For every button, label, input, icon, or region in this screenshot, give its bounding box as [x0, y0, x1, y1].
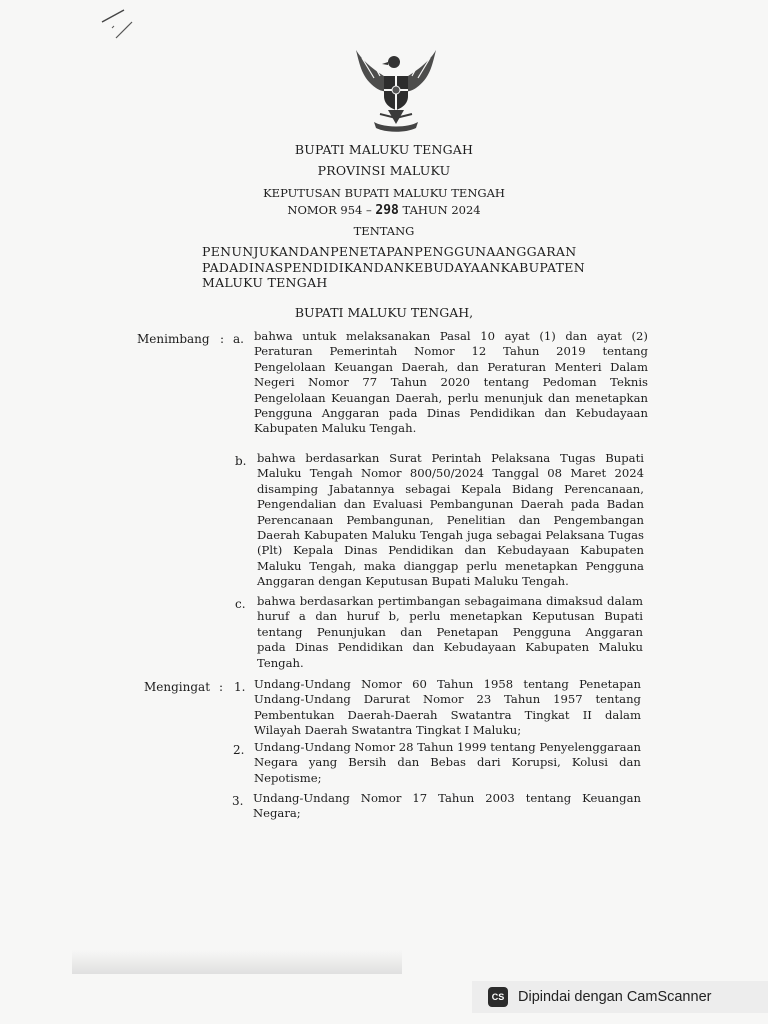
para-line: Pembentukan Daerah-Daerah Swatantra Tingkat II dalam — [254, 707, 641, 722]
decree-title: KEPUTUSAN BUPATI MALUKU TENGAH — [263, 186, 505, 200]
scan-shadow — [72, 950, 402, 974]
decree-number — [0, 203, 768, 218]
decree-subject — [202, 244, 592, 291]
pen-mark — [100, 8, 140, 44]
mengingat-marker-1: 1. — [234, 680, 246, 694]
mengingat-item-2 — [254, 740, 641, 786]
menimbang-marker-c: c. — [235, 597, 246, 611]
para-line: Undang-Undang Nomor 17 Tahun 2003 tentang Keuangan — [253, 791, 641, 805]
number-suffix: TAHUN 2024 — [402, 203, 481, 217]
authority-title: BUPATI MALUKU TENGAH — [294, 142, 474, 157]
menimbang-item-a — [254, 329, 648, 437]
para-line: Negara; — [253, 806, 301, 821]
para-line: Undang-Undang Nomor 28 Tahun 1999 tentang Penyelenggaraan — [254, 740, 641, 754]
mengingat-item-3 — [253, 791, 641, 822]
para-line: Undang-Undang Nomor 60 Tahun 1958 tentang Penetapan — [254, 677, 641, 691]
para-line: Pengelolaan Keuangan Daerah, dan Peraturan Menteri Dalam — [254, 359, 648, 374]
menimbang-item-b — [257, 451, 644, 590]
para-line: pada Dinas Pendidikan dan Kebudayaan Kabupaten Maluku — [257, 640, 643, 655]
para-line: Negara yang Bersih dan Bebas dari Korupsi, Kolusi dan — [254, 755, 641, 770]
para-line: bahwa berdasarkan Surat Perintah Pelaksana Tugas Bupati — [257, 451, 644, 465]
para-line: Kabupaten Maluku Tengah. — [254, 421, 417, 436]
para-line: Wilayah Daerah Swatantra Tingkat I Maluku; — [254, 723, 522, 738]
menimbang-label: Menimbang — [137, 332, 210, 346]
para-line: Nepotisme; — [254, 770, 322, 785]
para-line: huruf a dan huruf b, perlu menetapkan Keputusan Bupati — [257, 609, 643, 624]
para-line: Perencanaan Pembangunan, Penelitian dan Pengembangan — [257, 512, 644, 527]
para-line: Tengah. — [257, 655, 304, 670]
para-line: Anggaran dengan Keputusan Bupati Maluku Tengah. — [257, 574, 569, 589]
para-line: Daerah Kabupaten Maluku Tengah juga sebagai Pelaksana Tugas — [257, 528, 644, 543]
menimbang-marker-a: a. — [233, 332, 244, 346]
para-line: tentang Penunjukan dan Penetapan Pengguna Anggaran — [257, 624, 643, 639]
province-title: PROVINSI MALUKU — [317, 163, 451, 178]
mengingat-marker-2: 2. — [233, 743, 245, 757]
para-line: Pengguna Anggaran pada Dinas Pendidikan dan Kebudayaan — [254, 406, 648, 421]
camscanner-logo-icon: CS — [488, 987, 508, 1007]
para-line: (Plt) Kepala Dinas Pendidikan dan Kebudayaan Kabupaten — [257, 543, 644, 558]
subject-line: MALUKU TENGAH — [202, 275, 328, 290]
camscanner-label: Dipindai dengan CamScanner — [518, 989, 712, 1005]
mengingat-marker-3: 3. — [232, 794, 244, 808]
para-line: Undang-Undang Darurat Nomor 23 Tahun 1957 tentang — [254, 692, 641, 707]
number-prefix: NOMOR 954 – — [287, 203, 372, 217]
para-line: bahwa untuk melaksanakan Pasal 10 ayat (1) dan ayat (2) — [254, 329, 648, 343]
menimbang-item-c — [257, 594, 643, 671]
para-line: disamping Jabatannya sebagai Kepala Bidang Perencanaan, — [257, 481, 644, 496]
mengingat-label: Mengingat — [144, 680, 211, 694]
subject-line: PENUNJUKANDANPENETAPANPENGGUNAANGGARAN — [202, 244, 577, 259]
para-line: Peraturan Pemerintah Nomor 12 Tahun 2019 tentang — [254, 344, 648, 359]
para-line: Maluku Tengah, maka dianggap perlu menetapkan Pengguna — [257, 558, 644, 573]
number-handwritten: 298 — [375, 203, 399, 218]
subject-line: PADADINASPENDIDIKANDANKEBUDAYAANKABUPATEN — [202, 259, 585, 275]
para-line: Pengelolaan Keuangan Daerah, perlu menunjuk dan menetapkan — [254, 390, 648, 405]
menimbang-marker-b: b. — [235, 454, 247, 468]
para-line: Pengendalian dan Evaluasi Pembangunan Daerah pada Badan — [257, 497, 644, 512]
para-line: Negeri Nomor 77 Tahun 2020 tentang Pedoman Teknis — [254, 375, 648, 390]
para-line: bahwa berdasarkan pertimbangan sebagaimana dimaksud dalam — [257, 594, 643, 608]
about-heading: TENTANG — [353, 224, 415, 238]
menimbang-colon: : — [220, 332, 225, 346]
signatory-heading: BUPATI MALUKU TENGAH, — [294, 305, 474, 320]
camscanner-watermark — [472, 981, 768, 1013]
mengingat-colon: : — [219, 680, 224, 694]
para-line: Maluku Tengah Nomor 800/50/2024 Tanggal 08 Maret 2024 — [257, 466, 644, 481]
mengingat-item-1 — [254, 677, 641, 739]
garuda-emblem-icon — [350, 44, 442, 136]
